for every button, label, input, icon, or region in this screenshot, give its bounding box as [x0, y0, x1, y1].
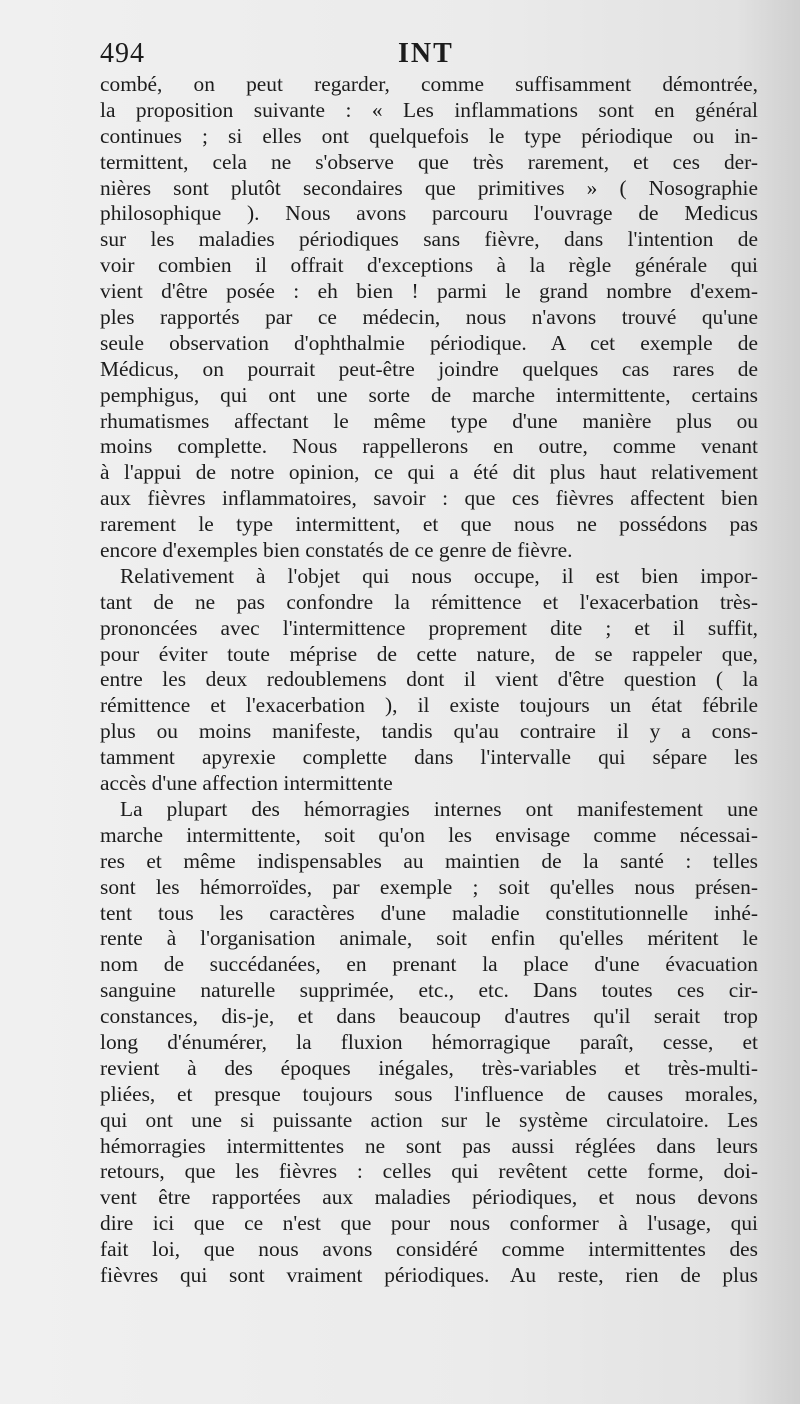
text-line: hémorragies intermittentes ne sont pas aussi réglées dans leurs: [100, 1133, 758, 1158]
text-line: constances, dis-je, et dans beaucoup d'autres qu'il serait trop: [100, 1004, 758, 1029]
text-line: Relativement à l'objet qui nous occupe, il est bien impor-: [120, 563, 758, 588]
text-line: plus ou moins manifeste, tandis qu'au contraire il y a cons-: [100, 719, 758, 744]
text-line: sanguine naturelle supprimée, etc., etc. Dans toutes ces cir-: [100, 978, 758, 1003]
text-line: aux fièvres inflammatoires, savoir : que ces fièvres affectent bien: [100, 486, 758, 511]
text-line: rhumatismes affectant le même type d'une manière plus ou: [100, 408, 758, 433]
text-line: vent être rapportées aux maladies périodiques, et nous devons: [100, 1185, 758, 1210]
text-line: seule observation d'ophthalmie périodique. A cet exemple de: [100, 330, 758, 355]
text-line: rarement le type intermittent, et que nous ne possédons pas: [100, 512, 758, 537]
text-line: accès d'une affection intermittente: [100, 771, 393, 796]
text-line: qui ont une si puissante action sur le système circulatoire. Les: [100, 1107, 758, 1132]
text-line: termittent, cela ne s'observe que très rarement, et ces der-: [100, 149, 758, 174]
text-line: pemphigus, qui ont une sorte de marche intermittente, certains: [100, 382, 758, 407]
text-line: Médicus, on pourrait peut-être joindre quelques cas rares de: [100, 356, 758, 381]
text-line: entre les deux redoublemens dont il vient d'être question ( la: [100, 667, 758, 692]
text-line: sont les hémorroïdes, par exemple ; soit qu'elles nous présen-: [100, 874, 758, 899]
text-line: voir combien il offrait d'exceptions à la règle générale qui: [100, 253, 758, 278]
text-line: combé, on peut regarder, comme suffisamment démontrée,: [100, 72, 758, 96]
text-line: philosophique ). Nous avons parcouru l'ouvrage de Medicus: [100, 201, 758, 226]
text-line: encore d'exemples bien constatés de ce genre de fièvre.: [100, 538, 573, 563]
text-line: rémittence et l'exacerbation ), il existe toujours un état fébrile: [100, 693, 758, 718]
text-line: long d'énumérer, la fluxion hémorragique paraît, cesse, et: [100, 1029, 758, 1054]
text-line: tant de ne pas confondre la rémittence et l'exacerbation très-: [100, 589, 758, 614]
text-line: res et même indispensables au maintien de la santé : telles: [100, 848, 758, 873]
text-line: retours, que les fièvres : celles qui revêtent cette forme, doi-: [100, 1159, 758, 1184]
text-line: marche intermittente, soit qu'on les envisage comme nécessai-: [100, 822, 758, 847]
text-line: dire ici que ce n'est que pour nous conformer à l'usage, qui: [100, 1211, 758, 1236]
text-line: pliées, et presque toujours sous l'influence de causes morales,: [100, 1081, 758, 1106]
text-line: prononcées avec l'intermittence proprement dite ; et il suffit,: [100, 615, 758, 640]
text-line: sur les maladies périodiques sans fièvre, dans l'intention de: [100, 227, 758, 252]
text-line: pour éviter toute méprise de cette nature, de se rappeler que,: [100, 641, 758, 666]
text-line: continues ; si elles ont quelquefois le type périodique ou in-: [100, 123, 758, 148]
text-line: vient d'être posée : eh bien ! parmi le grand nombre d'exem-: [100, 279, 758, 304]
text-line: fait loi, que nous avons considéré comme intermittentes des: [100, 1237, 758, 1262]
text-line: rente à l'organisation animale, soit enfin qu'elles méritent le: [100, 926, 758, 951]
running-head: INT: [398, 38, 454, 69]
text-line: revient à des époques inégales, très-variables et très-multi-: [100, 1055, 758, 1080]
text-line: ples rapportés par ce médecin, nous n'avons trouvé qu'une: [100, 305, 758, 330]
text-line: fièvres qui sont vraiment périodiques. Au reste, rien de plus: [100, 1262, 758, 1287]
text-line: la proposition suivante : « Les inflammations sont en général: [100, 97, 758, 122]
text-line: nières sont plutôt secondaires que primitives » ( Nosographie: [100, 175, 758, 200]
text-line: tamment apyrexie complette dans l'intervalle qui sépare les: [100, 745, 758, 770]
text-line: La plupart des hémorragies internes ont manifestement une: [120, 796, 758, 821]
page-number: 494: [100, 38, 145, 69]
text-line: tent tous les caractères d'une maladie constitutionnelle inhé-: [100, 900, 758, 925]
text-line: nom de succédanées, en prenant la place d'une évacuation: [100, 952, 758, 977]
text-line: moins complette. Nous rappellerons en outre, comme venant: [100, 434, 758, 459]
body-text: [100, 72, 758, 1289]
text-line: à l'appui de notre opinion, ce qui a été dit plus haut relativement: [100, 460, 758, 485]
